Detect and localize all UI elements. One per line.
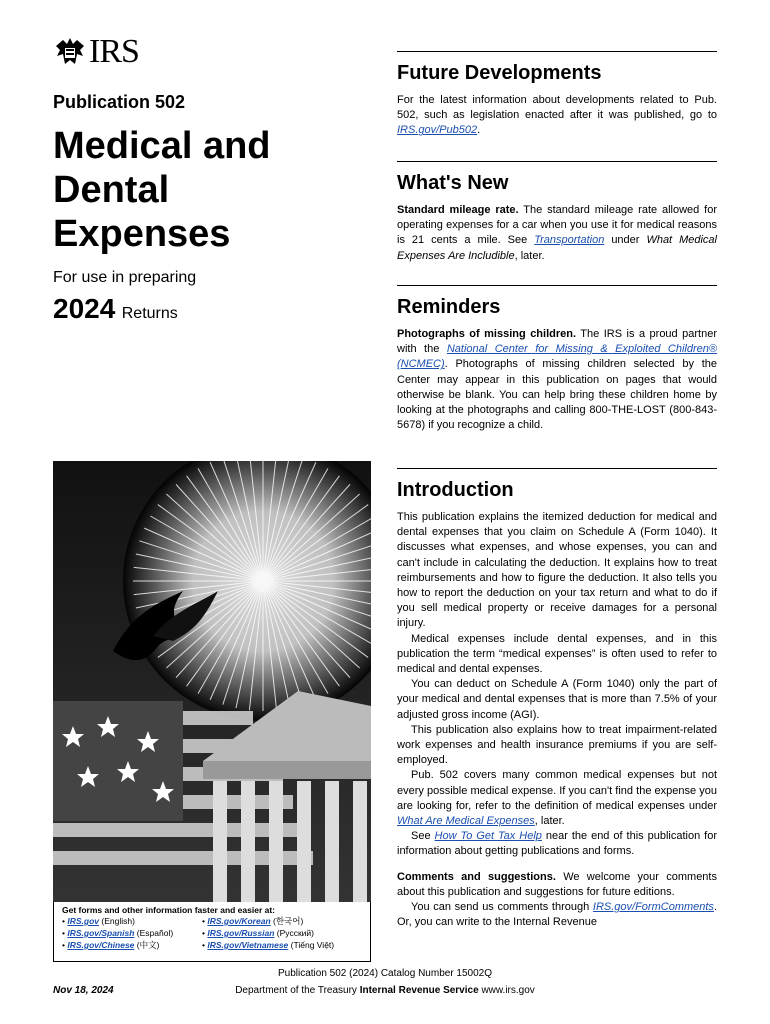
paragraph: Standard mileage rate. The standard mileage rate allowed for operating expenses for a car when you use it for medical reasons is 21 cents a mile. See Transportation under What Medical Expenses Are Includible, later. bbox=[397, 204, 717, 262]
paragraph: Medical expenses include dental expenses, and in this publication the term “medical expenses” is often used to refer to medical and dental expenses. bbox=[397, 632, 717, 676]
irs-gov-korean-link[interactable]: IRS.gov/Korean bbox=[207, 916, 271, 926]
future-developments-section bbox=[397, 51, 717, 139]
paragraph: Photographs of missing children. The IRS is a proud partner with the National Center for Missing & Exploited Children® (NCMEC). Photographs of missing children selected by the Center may appear in this publication on pages that would otherwise be blank. You can help bring these children home by looking at the photographs and calling 800-THE-LOST (800-843-5678) if you recognize a child. bbox=[397, 328, 718, 432]
transportation-link[interactable]: Transportation bbox=[534, 234, 605, 247]
paragraph: This publication explains the itemized deduction for medical and dental expenses that you claim on Schedule A (Form 1040). It discusses what expenses, and whose expenses, you can and can't include in calculating the deduction. It explains how to treat reimbursements and how to figure the deduction. It also tells you how to report the deduction on your tax return and what to do if you sell medical property or receive damages for a personal injury. bbox=[397, 511, 717, 630]
language-label: (English) bbox=[101, 916, 135, 926]
section-heading: What's New bbox=[397, 172, 509, 194]
divider bbox=[397, 161, 717, 162]
paragraph: You can deduct on Schedule A (Form 1040) only the part of your medical and dental expenses that is more than 7.5% of your adjusted gross income (AGI). bbox=[397, 678, 717, 721]
irs-gov-chinese-link[interactable]: IRS.gov/Chinese bbox=[67, 940, 135, 950]
ncmec-link[interactable]: National Center for Missing & Exploited Children® (NCMEC) bbox=[397, 343, 718, 371]
list-item: • IRS.gov/Vietnamese (Tiếng Việt) bbox=[202, 940, 335, 950]
title-line: Medical and bbox=[53, 125, 271, 167]
whats-new-section bbox=[397, 161, 717, 264]
list-item: • IRS.gov (English) bbox=[62, 916, 135, 926]
catalog-line: Publication 502 (2024) Catalog Number 15002Q bbox=[277, 968, 493, 979]
title-line: Dental bbox=[53, 169, 170, 211]
for-use-text: For use in preparing bbox=[53, 269, 197, 286]
irs-gov-spanish-link[interactable]: IRS.gov/Spanish bbox=[67, 928, 135, 938]
form-comments-link[interactable]: IRS.gov/FormComments bbox=[592, 901, 714, 914]
language-label: (Tiếng Việt) bbox=[290, 940, 335, 950]
what-are-medical-expenses-link[interactable]: What Are Medical Expenses bbox=[397, 815, 535, 828]
paragraph: You can send us comments through IRS.gov/FormComments. Or, you can write to the Internal Revenue bbox=[397, 901, 717, 929]
year-number: 2024 bbox=[53, 293, 116, 324]
divider bbox=[397, 468, 717, 469]
reminders-section bbox=[397, 285, 717, 433]
irs-logo bbox=[53, 33, 139, 70]
publication-date: Nov 18, 2024 bbox=[53, 985, 114, 996]
get-forms-title: Get forms and other information faster and easier at: bbox=[62, 905, 276, 915]
department-name: Department of the Treasury bbox=[235, 985, 357, 996]
agency-name: Internal Revenue Service bbox=[359, 985, 479, 996]
title-line: Expenses bbox=[53, 213, 231, 255]
list-item: • IRS.gov/Korean (한국어) bbox=[202, 916, 304, 926]
returns-label: Returns bbox=[121, 305, 178, 322]
section-heading: Introduction bbox=[397, 479, 514, 501]
paragraph: Pub. 502 covers many common medical expenses but not every possible medical expense. If you can't find the expense you are looking for, refer to the definition of medical expenses under What Are Medical Expenses, later. bbox=[397, 769, 717, 828]
list-item: • IRS.gov/Spanish (Español) bbox=[62, 928, 174, 938]
list-item: • IRS.gov/Chinese (中文) bbox=[62, 940, 160, 950]
irs-gov-vietnamese-link[interactable]: IRS.gov/Vietnamese bbox=[207, 940, 289, 950]
how-to-get-tax-help-link[interactable]: How To Get Tax Help bbox=[434, 830, 542, 843]
publication-number: Publication 502 bbox=[53, 92, 186, 112]
irs-gov-link[interactable]: IRS.gov bbox=[67, 916, 99, 926]
agency-line bbox=[0, 985, 770, 996]
paragraph: For the latest information about developments related to Pub. 502, such as legislation enacted after it was published, go to IRS.gov/Pub502. bbox=[397, 94, 717, 137]
paragraph: See How To Get Tax Help near the end of this publication for information about getting publications and forms. bbox=[397, 830, 717, 858]
paragraph: This publication also explains how to treat impairment-related work expenses and health insurance premiums if you are self-employed. bbox=[397, 723, 717, 767]
language-label: (Русский) bbox=[276, 928, 314, 938]
website: www.irs.gov bbox=[481, 985, 535, 996]
irs-wordmark: IRS bbox=[89, 33, 139, 70]
get-forms-box bbox=[53, 902, 371, 962]
language-label: (Español) bbox=[136, 928, 174, 938]
language-label: (한국어) bbox=[273, 916, 304, 926]
irs-gov-russian-link[interactable]: IRS.gov/Russian bbox=[207, 928, 275, 938]
list-item: • IRS.gov/Russian (Русский) bbox=[202, 928, 314, 938]
section-heading: Future Developments bbox=[397, 62, 602, 84]
divider bbox=[397, 285, 717, 286]
irs-eagle-logo-icon bbox=[53, 36, 87, 68]
pub502-link[interactable]: IRS.gov/Pub502 bbox=[397, 124, 478, 137]
section-heading: Reminders bbox=[397, 296, 501, 318]
publication-title bbox=[53, 124, 271, 256]
divider bbox=[397, 51, 717, 52]
cover-illustration bbox=[53, 461, 371, 902]
introduction-section bbox=[397, 468, 717, 930]
paragraph: Comments and suggestions. We welcome your comments about this publication and suggestions for future editions. bbox=[397, 870, 717, 898]
language-label: (中文) bbox=[136, 940, 160, 950]
tax-year bbox=[53, 293, 178, 325]
